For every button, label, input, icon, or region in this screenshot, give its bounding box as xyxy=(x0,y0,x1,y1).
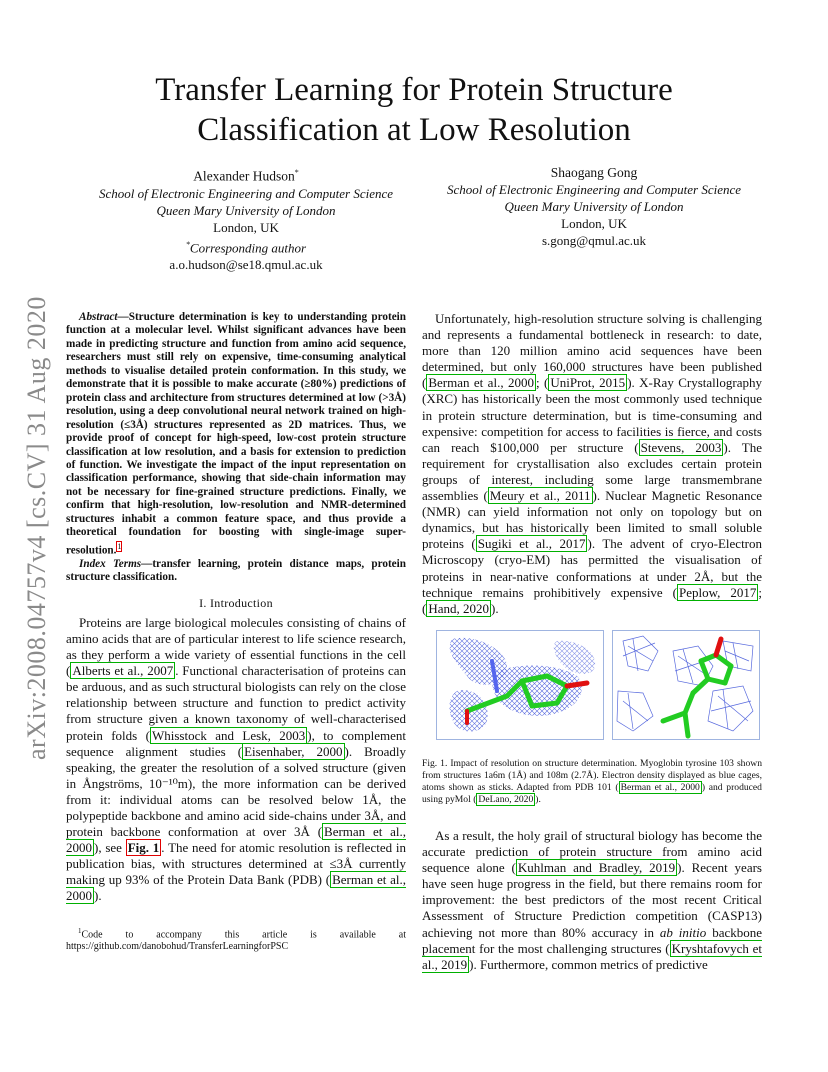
citation-link[interactable]: Hand, 2020 xyxy=(428,600,490,616)
abstract-label: Abstract xyxy=(79,311,118,323)
citation-link[interactable]: DeLano, 2020 xyxy=(478,794,534,805)
citation-link[interactable]: Berman et al., 2000 xyxy=(66,872,407,904)
right-paragraph-1: Unfortunately, high-resolution structure solving is challenging and represents a fundamental bottleneck in research: to date, more than 120 million amino acid sequences have been determined, but only 160,000 structures have been published ( Berman et al., 2000 ; ( UniProt, 2015 ). X-Ray Crystallography (XRC) has historically been the most commonly used technique in protein structure determination, but is time-consuming and expensive: competition for access to facilities is fierce, and costs can reach $100,000 per structure ( Stevens, 2003 ). The requirement for crystallisation also excludes certain protein groups of interest, including some large transmembrane assemblies ( Meury et al., 2011 ). Nuclear Magnetic Resonance (NMR) can yield information not only on topology but on dynamics, but has historically been limited to small soluble proteins ( Sugiki et al., 2017 ). The advent of cryo-Electron Microscopy (cryo-EM) has permitted the visualisation of proteins in near-native conformations at under 2Å, but the technique remains prohibitively expensive ( Peplow, 2017 ; ( Hand, 2020 ). xyxy=(422,311,763,616)
citation-link[interactable]: Berman et al., 2000 xyxy=(428,375,534,391)
paper-title xyxy=(0,70,828,150)
title-line-2: Classification at Low Resolution xyxy=(197,112,631,148)
abstract xyxy=(66,311,406,558)
citation-link[interactable]: Kuhlman and Bradley, 2019 xyxy=(517,860,676,876)
author-location: London, UK xyxy=(213,219,279,235)
citation-link[interactable]: Stevens, 2003 xyxy=(640,439,722,455)
citation-link[interactable]: Whisstock and Lesk, 2003 xyxy=(151,727,306,743)
title-line-1: Transfer Learning for Protein Structure xyxy=(155,72,673,108)
author-mark: * xyxy=(294,168,299,177)
corresponding-note: Corresponding author xyxy=(189,239,307,255)
citation-link[interactable]: Eisenhaber, 2000 xyxy=(244,743,343,759)
citation-link[interactable]: Peplow, 2017 xyxy=(679,584,757,600)
citation-link[interactable]: Meury et al., 2011 xyxy=(489,488,591,504)
author-university: Queen Mary University of London xyxy=(156,202,336,218)
author-name: Shaogang Gong xyxy=(550,165,638,180)
section-heading: I. Introduction xyxy=(199,595,273,610)
intro-paragraph-1: Proteins are large biological molecules consisting of chains of amino acids that are of particular interest to life science research, as they perform a wide variety of essential functions in the cell ( Alberts et al., 2007 . Functional characterisation of proteins can be arduous, and as such structural biologists can rely on the close relationship between structure and function to predict activity from structure given a known taxonomy of well-characterised protein folds ( Whisstock and Lesk, 2003 ), to complement sequence alignment studies ( Eisenhaber, 2000 ). Broadly speaking, the greater the resolution of a solved structure (given in Ångströms, 10⁻¹⁰m), the more information can be derived from it: individual atoms can be resolved below 1Å, the polypeptide backbone and amino acid side-chains under 3Å, and protein backbone conformation at over 3Å ( Berman et al., 2000 ), see Fig. 1 . The need for atomic resolution is reflected in publication bias, with structures determined at ≤3Å currently making up 93% of the Protein Data Bank (PDB) ( Berman et al., 2000 ). xyxy=(66,614,407,904)
footnote-mark: 1 xyxy=(78,926,82,935)
author-email[interactable]: s.gong@qmul.ac.uk xyxy=(541,233,647,248)
low-res-density-image xyxy=(613,631,759,739)
citation-link[interactable]: Berman et al., 2000 xyxy=(66,824,406,856)
footnote-ref[interactable]: 1 xyxy=(117,541,122,551)
author-university: Queen Mary University of London xyxy=(504,199,684,214)
figure-reference-link[interactable]: Fig. 1 xyxy=(127,840,160,856)
left-column xyxy=(66,311,406,953)
right-paragraph-2: As a result, the holy grail of structural biology has become the accurate prediction of protein structure from amino acid sequence alone ( Kuhlman and Bradley, 2019 ). Recent years have seen huge progress in the field, but there remains room for improvement: the best predictors of the most recent Critical Assessment of Structure Prediction competition (CASP13) achieving not more than 80% accuracy in ab initio backbone placement for the most challenging structures ( Kryshtafovych et al., 2019 ). Furthermore, common metrics of predictive xyxy=(422,828,763,972)
right-column-top xyxy=(422,311,762,617)
citation-link[interactable]: Alberts et al., 2007 xyxy=(72,663,174,679)
right-column-bottom xyxy=(422,828,762,973)
abstract-text: —Structure determination is key to understanding protein function at a molecular level. Whilst significant advances have been made in predicting structure and function from amino acid sequence, researchers must still rely on expensive, time-consuming analytical methods to visualise detailed protein conformation. In this study, we demonstrate that it is possible to make accurate (≥80%) predictions of protein class and architecture from structures determined at low (>3Å) resolution, using a deep convolutional neural network trained on high-resolution (≤3Å) structures represented as 2D matrices. Thus, we provide proof of concept for high-speed, low-cost protein structure classification at low resolution, and a basis for extension to prediction of function. We investigate the impact of the input representation on classification performance, showing that side-chain information may not be necessary for fine-grained structure predictions. Finally, we confirm that high-resolution, low-resolution and NMR-determined structures inhabit a common feature space, and thus provide a theoretical foundation for boosting with single-image super-resolution. xyxy=(66,311,406,557)
figure-1-caption: Fig. 1. Impact of resolution on structure determination. Myoglobin tyrosine 103 shown from structures 1a6m (1Å) and 108m (2.7Å). Electron density displayed as blue cages, atoms shown as sticks. Adapted from PDB 101 ( Berman et al., 2000 ) and produced using pyMol ( DeLano, 2020 ). xyxy=(422,758,762,805)
citation-link[interactable]: Berman et al., 2000 xyxy=(620,782,700,793)
note-mark: * xyxy=(185,239,190,249)
figure-panel-high-res xyxy=(436,630,604,740)
footnote-text: Code to accompany this article is available at https://github.com/danobohud/TransferLearningforPSC xyxy=(66,928,406,952)
index-terms-text: —transfer learning, protein distance maps, protein structure classification. xyxy=(66,557,406,584)
italic-term: ab initio xyxy=(659,924,707,940)
citation-link[interactable]: Kryshtafovych et al., 2019 xyxy=(422,940,762,972)
arxiv-stamp: arXiv:2008.04757v4 [cs.CV] 31 Aug 2020 xyxy=(22,296,51,760)
index-terms-label: Index Terms xyxy=(79,557,142,570)
author-affiliation: School of Electronic Engineering and Computer Science xyxy=(98,185,394,201)
author-location: London, UK xyxy=(561,216,627,231)
figure-1 xyxy=(436,630,762,742)
index-terms xyxy=(66,558,406,585)
author-block-1 xyxy=(64,164,428,273)
high-res-density-image xyxy=(437,631,603,739)
author-block-2 xyxy=(412,164,776,249)
author-email[interactable]: a.o.hudson@se18.qmul.ac.uk xyxy=(169,256,323,272)
author-name: Alexander Hudson xyxy=(193,168,295,184)
author-affiliation: School of Electronic Engineering and Computer Science xyxy=(446,182,742,197)
footnote xyxy=(66,925,406,953)
citation-link[interactable]: Sugiki et al., 2017 xyxy=(477,536,586,552)
figure-panel-low-res xyxy=(612,630,760,740)
citation-link[interactable]: UniProt, 2015 xyxy=(550,375,626,391)
